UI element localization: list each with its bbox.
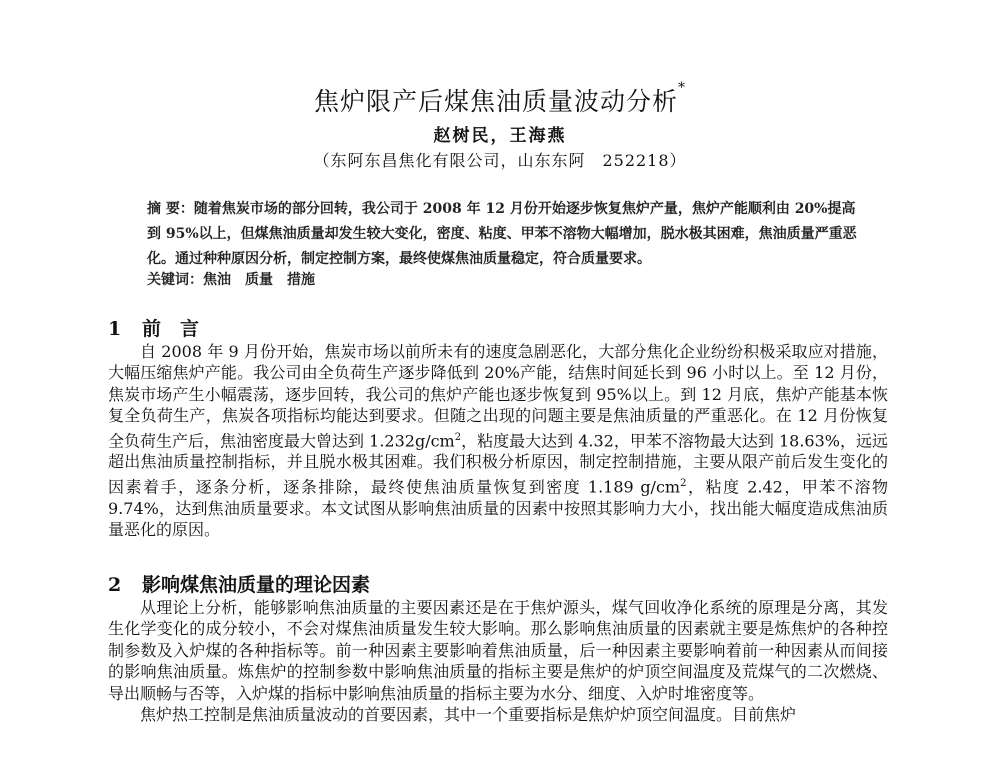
authors: 赵树民，王海燕 — [433, 126, 567, 146]
title-footnote-mark: * — [678, 80, 686, 96]
keywords-text: 焦油 质量 措施 — [203, 272, 315, 288]
section-1-text-c: ，粘度 2.42，甲苯不溶物 9.74%，达到焦油质量要求。本文试图从影响焦油质量的因素中按照其影响力大小，找出能大幅度造成焦油质量恶化的原因。 — [108, 477, 888, 539]
section-1-text-a: 自 2008 年 9 月份开始，焦炭市场以前所未有的速度急剧恶化，大部分焦化企业纷纷积极采取应对措施，大幅压缩焦炉产能。我公司由全负荷生产逐步降低到 20%产能，结焦时间延长到 96 小时以上。至 12 月份，焦炭市场产生小幅震荡，逐步回转，我公司的焦炉产能也逐步恢复到 95%以上。到 12 月底，焦炉产能基本恢复全负荷生产，焦炭各项指标均能达到要求。但随之出现的问题主要是焦油质量的严重恶化。在 12 月份恢复全负荷生产后，焦油密度最大曾达到 1.232g/cm — [108, 342, 888, 450]
abstract-text: 随着焦炭市场的部分回转，我公司于 2008 年 12 月份开始逐步恢复焦炉产量，焦炉产能顺利由 20%提高到 95%以上，但煤焦油质量却发生较大变化，密度、粘度、甲苯不溶物大幅增加，脱水极其困难，焦油质量严重恶化。通过种种原因分析，制定控制方案，最终使煤焦油质量稳定，符合质量要求。 — [147, 201, 857, 267]
section-2-paragraph-2: 焦炉热工控制是焦油质量波动的首要因素，其中一个重要指标是焦炉炉顶空间温度。目前焦炉 — [140, 705, 797, 725]
superscript: 2 — [454, 431, 462, 443]
paper-title — [0, 82, 1000, 118]
section-1-title: 前 言 — [142, 318, 200, 340]
keywords — [147, 270, 859, 290]
abstract-label: 摘 要： — [147, 201, 194, 217]
section-2-body — [108, 597, 888, 725]
section-1-paragraph — [108, 341, 888, 540]
affiliation: （东阿东昌焦化有限公司，山东东阿 252218） — [313, 151, 687, 170]
keywords-label: 关键词： — [147, 272, 203, 288]
section-2-title: 影响煤焦油质量的理论因素 — [142, 574, 371, 596]
section-1-heading — [108, 314, 199, 341]
section-2-number: 2 — [108, 574, 122, 596]
section-1-body — [108, 341, 888, 540]
section-2-paragraph-1: 从理论上分析，能够影响焦油质量的主要因素还是在于焦炉源头，煤气回收净化系统的原理是分离，其发生化学变化的成分较小，不会对煤焦油质量发生较大影响。那么影响焦油质量的因素就主要是炼焦炉的各种控制参数及入炉煤的各种指标等。前一种因素主要影响着焦油质量，后一种因素主要影响着前一种因素从而间接的影响焦油质量。炼焦炉的控制参数中影响焦油质量的指标主要是焦炉的炉顶空间温度及荒煤气的二次燃烧、导出顺畅与否等，入炉煤的指标中影响焦油质量的指标主要为水分、细度、入炉时堆密度等。 — [108, 598, 888, 703]
superscript: 2 — [680, 477, 687, 489]
title-text: 焦炉限产后煤焦油质量波动分析 — [313, 87, 678, 116]
abstract — [147, 197, 859, 272]
section-1-text-b: ，粘度最大达到 4.32，甲苯不溶物最大达到 18.63%，远远超出焦油质量控制指标，并且脱水极其困难。我们积极分析原因，制定控制措施，主要从限产前后发生变化的因素着手，逐条分析，逐条排除，最终使焦油质量恢复到密度 1.189 g/cm — [108, 430, 888, 497]
section-1-number: 1 — [108, 318, 122, 340]
section-2-heading — [108, 570, 370, 597]
